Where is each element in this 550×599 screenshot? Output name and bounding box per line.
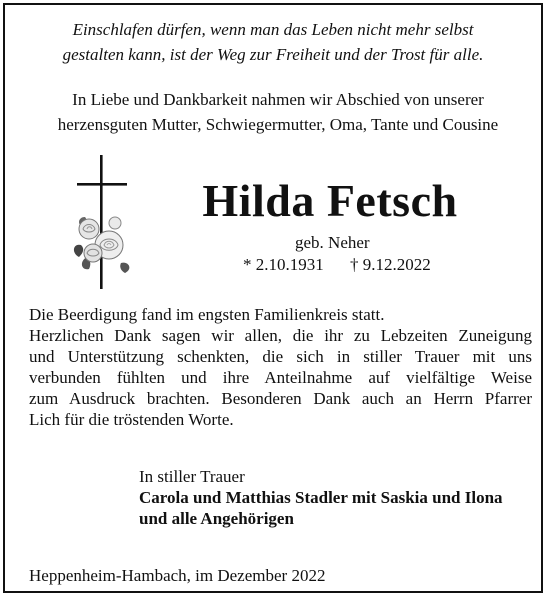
deceased-name: Hilda Fetsch xyxy=(202,175,458,226)
message-line: und Unterstützung schenkten, die sich in stiller Trauer mit uns xyxy=(29,347,532,366)
motto-line: Einschlafen dürfen, wenn man das Leben nicht mehr selbst xyxy=(72,20,474,39)
death-date: † 9.12.2022 xyxy=(350,255,431,274)
message-line: Die Beerdigung fand im engsten Familienkreis statt. xyxy=(29,305,385,324)
message-line: verbunden fühlten und ihre Anteilnahme auf vielfältige Weise xyxy=(29,368,532,387)
message-line: Herzlichen Dank sagen wir allen, die ihr zu Lebzeiten Zuneigung xyxy=(29,326,532,345)
place-date: Heppenheim-Hambach, im Dezember 2022 xyxy=(29,566,326,585)
message-text xyxy=(29,304,532,430)
obituary-frame xyxy=(3,3,543,593)
message-line: Lich für die tröstenden Worte. xyxy=(29,410,234,429)
signoff-others: und alle Angehörigen xyxy=(139,509,294,528)
birth-name: geb. Neher xyxy=(295,233,370,252)
motto-line: gestalten kann, ist der Weg zur Freiheit und der Trost für alle. xyxy=(62,45,484,64)
intro-line: In Liebe und Dankbarkeit nahmen wir Abschied von unserer xyxy=(72,90,484,109)
signoff-family: Carola und Matthias Stadler mit Saskia und Ilona xyxy=(139,488,503,507)
motto-quote xyxy=(5,17,541,67)
message-line: zum Ausdruck brachten. Besonderen Dank auch an Herrn Pfarrer xyxy=(29,389,532,408)
signoff-intro: In stiller Trauer xyxy=(139,467,245,486)
intro-text xyxy=(29,87,527,137)
cross-with-roses-icon xyxy=(67,153,137,293)
intro-line: herzensguten Mutter, Schwiegermutter, Oma, Tante und Cousine xyxy=(57,115,499,134)
life-dates xyxy=(243,255,431,275)
signoff xyxy=(139,466,503,529)
birth-date: * 2.10.1931 xyxy=(243,255,324,274)
